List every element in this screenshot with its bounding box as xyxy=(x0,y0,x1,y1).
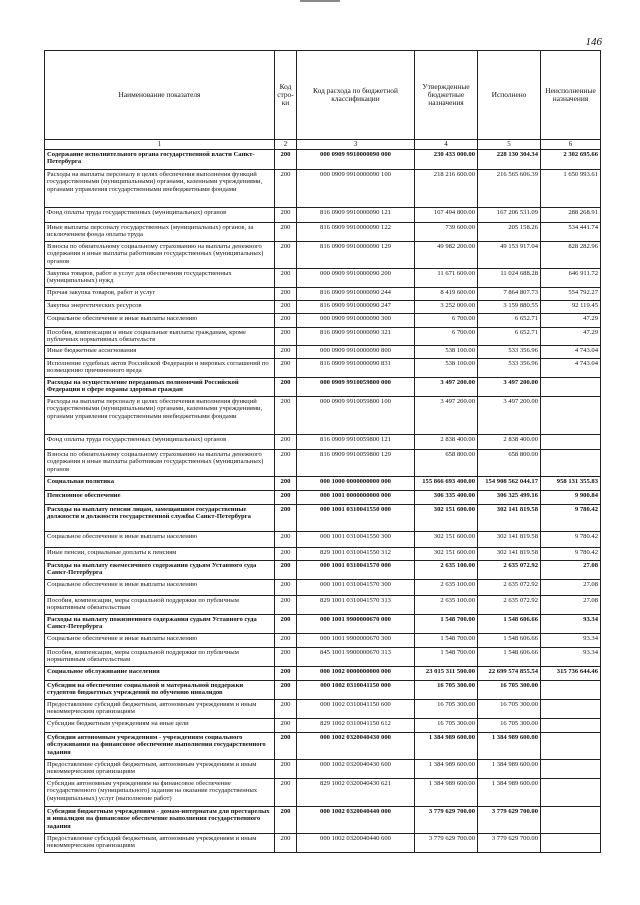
row-code-cell: 200 xyxy=(275,208,297,223)
budget-code-cell: 845 1001 9900000670 313 xyxy=(297,648,415,667)
budget-execution-table xyxy=(44,50,601,853)
unexecuted-amount-cell: 27.08 xyxy=(541,580,601,596)
budget-code-cell: 000 1001 0310041570 000 xyxy=(297,561,415,580)
table-row xyxy=(45,288,601,301)
executed-amount-cell: 16 705 300.00 xyxy=(478,719,541,733)
row-code-cell: 200 xyxy=(275,346,297,359)
table-row xyxy=(45,450,601,477)
budget-code-cell: 000 0909 9910000090 200 xyxy=(297,269,415,288)
budget-code-cell: 816 0909 9910000090 831 xyxy=(297,359,415,378)
executed-amount-cell: 658 800.00 xyxy=(478,450,541,477)
budget-code-cell: 829 1002 0320040430 621 xyxy=(297,779,415,807)
budget-code-cell: 000 1001 0000000000 000 xyxy=(297,491,415,505)
executed-amount-cell: 302 141 819.58 xyxy=(478,548,541,561)
approved-amount-cell: 538 100.00 xyxy=(415,359,478,378)
row-code-cell: 200 xyxy=(275,150,297,170)
row-code-cell: 200 xyxy=(275,378,297,397)
unexecuted-amount-cell: 27.08 xyxy=(541,561,601,580)
executed-amount-cell: 49 153 917.04 xyxy=(478,242,541,269)
executed-amount-cell: 2 635 072.92 xyxy=(478,561,541,580)
table-row xyxy=(45,170,601,208)
unexecuted-amount-cell: 646 911.72 xyxy=(541,269,601,288)
indicator-name-cell: Предоставление субсидий бюджетным, автономным учреждениям и иным некоммерческим организациям xyxy=(45,700,275,719)
table-row xyxy=(45,328,601,346)
approved-amount-cell: 3 497 200.00 xyxy=(415,397,478,435)
header-unexecuted: Неисполненные назначения xyxy=(541,51,601,140)
table-row xyxy=(45,435,601,450)
approved-amount-cell: 739 600.00 xyxy=(415,223,478,242)
unexecuted-amount-cell: 315 736 644.46 xyxy=(541,667,601,681)
indicator-name-cell: Социальное обеспечение и иные выплаты населению xyxy=(45,634,275,648)
row-code-cell: 200 xyxy=(275,807,297,834)
indicator-name-cell: Субсидии бюджетным учреждениям - домам-интернатам для престарелых и инвалидов на финансовое обеспечение выполнения государственного задания xyxy=(45,807,275,834)
approved-amount-cell: 23 015 311 500.00 xyxy=(415,667,478,681)
budget-code-cell: 000 0909 9910000090 300 xyxy=(297,314,415,328)
table-row xyxy=(45,779,601,807)
table-row xyxy=(45,150,601,170)
approved-amount-cell: 6 700.00 xyxy=(415,328,478,346)
executed-amount-cell: 11 024 688.28 xyxy=(478,269,541,288)
table-row xyxy=(45,548,601,561)
row-code-cell: 200 xyxy=(275,397,297,435)
budget-code-cell: 000 1002 0310041150 600 xyxy=(297,700,415,719)
budget-code-cell: 816 0909 9910000090 321 xyxy=(297,328,415,346)
approved-amount-cell: 538 100.00 xyxy=(415,346,478,359)
table-row xyxy=(45,378,601,397)
indicator-name-cell: Взносы по обязательному социальному страхованию на выплаты денежного содержания и иные выплаты работникам государственных (муниципальных) органов xyxy=(45,242,275,269)
executed-amount-cell: 228 130 304.34 xyxy=(478,150,541,170)
table-row xyxy=(45,615,601,634)
approved-amount-cell: 3 779 629 700.00 xyxy=(415,807,478,834)
approved-amount-cell: 306 335 400.00 xyxy=(415,491,478,505)
table-row xyxy=(45,700,601,719)
approved-amount-cell: 167 494 800.00 xyxy=(415,208,478,223)
row-code-cell: 200 xyxy=(275,491,297,505)
indicator-name-cell: Субсидии бюджетным учреждениям на иные цели xyxy=(45,719,275,733)
budget-code-cell: 000 1000 0000000000 000 xyxy=(297,477,415,491)
table-row xyxy=(45,359,601,378)
unexecuted-amount-cell xyxy=(541,834,601,853)
indicator-name-cell: Социальное обеспечение и иные выплаты населению xyxy=(45,532,275,548)
indicator-name-cell: Предоставление субсидий бюджетным, автономным учреждениям и иным некоммерческим организациям xyxy=(45,760,275,779)
approved-amount-cell: 16 705 300.00 xyxy=(415,700,478,719)
unexecuted-amount-cell: 828 282.96 xyxy=(541,242,601,269)
row-code-cell: 200 xyxy=(275,719,297,733)
indicator-name-cell: Содержание исполнительного органа государственной власти Санкт-Петербурга xyxy=(45,150,275,170)
indicator-name-cell: Расходы на выплату пенсии лицам, замещавшим государственные должности и должности государственной службы Санкт-Петербурга xyxy=(45,505,275,532)
approved-amount-cell: 1 548 700.00 xyxy=(415,648,478,667)
approved-amount-cell: 2 635 100.00 xyxy=(415,580,478,596)
approved-amount-cell: 1 384 989 600.00 xyxy=(415,760,478,779)
indicator-name-cell: Расходы на осуществление переданных полномочий Российской Федерации в сфере охраны здоровья граждан xyxy=(45,378,275,397)
table-row xyxy=(45,532,601,548)
row-code-cell: 200 xyxy=(275,505,297,532)
approved-amount-cell: 302 151 600.00 xyxy=(415,532,478,548)
row-code-cell: 200 xyxy=(275,596,297,615)
budget-code-cell: 000 1002 0320040430 000 xyxy=(297,733,415,760)
approved-amount-cell: 16 705 300.00 xyxy=(415,719,478,733)
executed-amount-cell: 1 548 606.66 xyxy=(478,648,541,667)
row-code-cell: 200 xyxy=(275,532,297,548)
approved-amount-cell: 302 151 600.00 xyxy=(415,548,478,561)
row-code-cell: 200 xyxy=(275,548,297,561)
indicator-name-cell: Социальное обеспечение и иные выплаты населению xyxy=(45,580,275,596)
table-row xyxy=(45,719,601,733)
approved-amount-cell: 11 671 600.00 xyxy=(415,269,478,288)
table-row xyxy=(45,834,601,853)
budget-code-cell: 829 1001 0310041550 312 xyxy=(297,548,415,561)
unexecuted-amount-cell: 93.34 xyxy=(541,634,601,648)
budget-code-cell: 816 0909 9910000090 121 xyxy=(297,208,415,223)
row-code-cell: 200 xyxy=(275,561,297,580)
executed-amount-cell: 167 206 531.09 xyxy=(478,208,541,223)
budget-code-cell: 000 0909 9910059800 100 xyxy=(297,397,415,435)
budget-code-cell: 816 0909 9910000090 247 xyxy=(297,301,415,314)
column-number: 4 xyxy=(415,140,478,150)
table-row xyxy=(45,634,601,648)
row-code-cell: 200 xyxy=(275,242,297,269)
page-number: 146 xyxy=(585,36,602,48)
executed-amount-cell: 16 705 300.00 xyxy=(478,681,541,700)
unexecuted-amount-cell xyxy=(541,435,601,450)
unexecuted-amount-cell xyxy=(541,807,601,834)
row-code-cell: 200 xyxy=(275,269,297,288)
column-number: 6 xyxy=(541,140,601,150)
executed-amount-cell: 6 652.71 xyxy=(478,328,541,346)
indicator-name-cell: Иные пенсии, социальные доплаты к пенсиям xyxy=(45,548,275,561)
column-number: 5 xyxy=(478,140,541,150)
indicator-name-cell: Пособия, компенсации, меры социальной поддержки по публичным нормативным обязательствам xyxy=(45,648,275,667)
unexecuted-amount-cell xyxy=(541,450,601,477)
unexecuted-amount-cell: 47.29 xyxy=(541,328,601,346)
unexecuted-amount-cell xyxy=(541,733,601,760)
header-executed: Исполнено xyxy=(478,51,541,140)
indicator-name-cell: Предоставление субсидий бюджетным, автономным учреждениям и иным некоммерческим организациям xyxy=(45,834,275,853)
table-row xyxy=(45,667,601,681)
unexecuted-amount-cell xyxy=(541,397,601,435)
executed-amount-cell: 3 159 880.55 xyxy=(478,301,541,314)
budget-code-cell: 816 0909 9910059800 121 xyxy=(297,435,415,450)
header-budget-code: Код расхода по бюджетной классификации xyxy=(297,51,415,140)
row-code-cell: 200 xyxy=(275,328,297,346)
approved-amount-cell: 6 700.00 xyxy=(415,314,478,328)
table-row xyxy=(45,397,601,435)
executed-amount-cell: 2 635 072.92 xyxy=(478,596,541,615)
executed-amount-cell: 3 779 629 700.00 xyxy=(478,807,541,834)
executed-amount-cell: 6 652.71 xyxy=(478,314,541,328)
row-code-cell: 200 xyxy=(275,435,297,450)
unexecuted-amount-cell: 93.34 xyxy=(541,648,601,667)
table-row xyxy=(45,477,601,491)
row-code-cell: 200 xyxy=(275,170,297,208)
table-header-row xyxy=(45,51,601,140)
budget-code-cell: 816 0909 9910000090 122 xyxy=(297,223,415,242)
row-code-cell: 200 xyxy=(275,580,297,596)
unexecuted-amount-cell xyxy=(541,700,601,719)
unexecuted-amount-cell: 958 131 355.83 xyxy=(541,477,601,491)
column-number: 3 xyxy=(297,140,415,150)
header-indicator-name: Наименование показателя xyxy=(45,51,275,140)
indicator-name-cell: Фонд оплаты труда государственных (муниципальных) органов xyxy=(45,208,275,223)
executed-amount-cell: 1 548 606.66 xyxy=(478,615,541,634)
row-code-cell: 200 xyxy=(275,450,297,477)
unexecuted-amount-cell: 9 780.42 xyxy=(541,505,601,532)
executed-amount-cell: 302 141 819.58 xyxy=(478,505,541,532)
table-row xyxy=(45,561,601,580)
approved-amount-cell: 218 216 600.00 xyxy=(415,170,478,208)
executed-amount-cell: 2 838 400.00 xyxy=(478,435,541,450)
row-code-cell: 200 xyxy=(275,648,297,667)
executed-amount-cell: 154 908 562 044.17 xyxy=(478,477,541,491)
approved-amount-cell: 16 705 300.00 xyxy=(415,681,478,700)
indicator-name-cell: Социальное обслуживание населения xyxy=(45,667,275,681)
table-row xyxy=(45,760,601,779)
unexecuted-amount-cell: 93.34 xyxy=(541,615,601,634)
table-row xyxy=(45,242,601,269)
unexecuted-amount-cell: 534 441.74 xyxy=(541,223,601,242)
approved-amount-cell: 2 635 100.00 xyxy=(415,596,478,615)
column-number-row xyxy=(45,140,601,150)
executed-amount-cell: 22 699 574 855.54 xyxy=(478,667,541,681)
executed-amount-cell: 533 356.96 xyxy=(478,346,541,359)
indicator-name-cell: Иные выплаты персоналу государственных (муниципальных) органов, за исключением фонда оплаты труда xyxy=(45,223,275,242)
budget-code-cell: 000 1001 0310041570 300 xyxy=(297,580,415,596)
unexecuted-amount-cell xyxy=(541,779,601,807)
approved-amount-cell: 1 384 989 600.00 xyxy=(415,779,478,807)
executed-amount-cell: 1 384 989 600.00 xyxy=(478,733,541,760)
executed-amount-cell: 16 705 300.00 xyxy=(478,700,541,719)
approved-amount-cell: 2 838 400.00 xyxy=(415,435,478,450)
approved-amount-cell: 2 635 100.00 xyxy=(415,561,478,580)
row-code-cell: 200 xyxy=(275,700,297,719)
row-code-cell: 200 xyxy=(275,634,297,648)
row-code-cell: 200 xyxy=(275,733,297,760)
table-row xyxy=(45,580,601,596)
unexecuted-amount-cell: 9 780.42 xyxy=(541,548,601,561)
executed-amount-cell: 533 356.96 xyxy=(478,359,541,378)
row-code-cell: 200 xyxy=(275,223,297,242)
unexecuted-amount-cell xyxy=(541,681,601,700)
table-row xyxy=(45,648,601,667)
executed-amount-cell: 216 565 606.39 xyxy=(478,170,541,208)
budget-code-cell: 816 0909 9910000090 244 xyxy=(297,288,415,301)
budget-code-cell: 000 0909 9910000090 800 xyxy=(297,346,415,359)
approved-amount-cell: 49 982 200.00 xyxy=(415,242,478,269)
table-row xyxy=(45,346,601,359)
row-code-cell: 200 xyxy=(275,288,297,301)
approved-amount-cell: 155 866 693 400.00 xyxy=(415,477,478,491)
budget-code-cell: 829 1002 0310041150 612 xyxy=(297,719,415,733)
budget-code-cell: 000 1002 0310041150 000 xyxy=(297,681,415,700)
indicator-name-cell: Закупка товаров, работ и услуг для обеспечения государственных (муниципальных) нужд xyxy=(45,269,275,288)
indicator-name-cell: Иные бюджетные ассигнования xyxy=(45,346,275,359)
budget-code-cell: 000 1002 0320040440 600 xyxy=(297,834,415,853)
budget-code-cell: 000 0909 9910000090 000 xyxy=(297,150,415,170)
row-code-cell: 200 xyxy=(275,681,297,700)
budget-code-cell: 000 1002 0320040440 000 xyxy=(297,807,415,834)
unexecuted-amount-cell: 2 302 695.66 xyxy=(541,150,601,170)
executed-amount-cell: 3 497 200.00 xyxy=(478,378,541,397)
row-code-cell: 200 xyxy=(275,301,297,314)
indicator-name-cell: Субсидии автономным учреждениям на финансовое обеспечение государственного (муниципального) задания на оказание государственных (муниципальных) услуг (выполнение работ) xyxy=(45,779,275,807)
table-row xyxy=(45,733,601,760)
row-code-cell: 200 xyxy=(275,760,297,779)
header-row-code: Код стро- ки xyxy=(275,51,297,140)
indicator-name-cell: Пособия, компенсации, меры социальной поддержки по публичным нормативным обязательствам xyxy=(45,596,275,615)
indicator-name-cell: Социальное обеспечение и иные выплаты населению xyxy=(45,314,275,328)
header-approved: Утвержденные бюджетные назначения xyxy=(415,51,478,140)
unexecuted-amount-cell xyxy=(541,378,601,397)
executed-amount-cell: 302 141 819.58 xyxy=(478,532,541,548)
indicator-name-cell: Прочая закупка товаров, работ и услуг xyxy=(45,288,275,301)
unexecuted-amount-cell: 1 650 993.61 xyxy=(541,170,601,208)
table-row xyxy=(45,314,601,328)
approved-amount-cell: 658 800.00 xyxy=(415,450,478,477)
table-row xyxy=(45,223,601,242)
column-number: 1 xyxy=(45,140,275,150)
row-code-cell: 200 xyxy=(275,477,297,491)
budget-code-cell: 829 1001 0310041570 313 xyxy=(297,596,415,615)
table-row xyxy=(45,681,601,700)
row-code-cell: 200 xyxy=(275,834,297,853)
indicator-name-cell: Взносы по обязательному социальному страхованию на выплаты денежного содержания и иные выплаты работникам государственных (муниципальных) органов xyxy=(45,450,275,477)
approved-amount-cell: 8 419 600.00 xyxy=(415,288,478,301)
approved-amount-cell: 302 151 600.00 xyxy=(415,505,478,532)
row-code-cell: 200 xyxy=(275,779,297,807)
indicator-name-cell: Социальная политика xyxy=(45,477,275,491)
unexecuted-amount-cell: 4 743.04 xyxy=(541,346,601,359)
indicator-name-cell: Фонд оплаты труда государственных (муниципальных) органов xyxy=(45,435,275,450)
unexecuted-amount-cell: 47.29 xyxy=(541,314,601,328)
approved-amount-cell: 3 252 000.00 xyxy=(415,301,478,314)
indicator-name-cell: Пособия, компенсации и иные социальные выплаты гражданам, кроме публичных нормативных обязательств xyxy=(45,328,275,346)
unexecuted-amount-cell xyxy=(541,760,601,779)
unexecuted-amount-cell: 92 119.45 xyxy=(541,301,601,314)
executed-amount-cell: 306 325 499.16 xyxy=(478,491,541,505)
executed-amount-cell: 3 779 629 700.00 xyxy=(478,834,541,853)
budget-code-cell: 000 0909 9910000090 100 xyxy=(297,170,415,208)
budget-code-cell: 000 1001 9900000670 000 xyxy=(297,615,415,634)
executed-amount-cell: 205 158.26 xyxy=(478,223,541,242)
indicator-name-cell: Расходы на выплату ежемесячного содержания судьям Уставного суда Санкт-Петербурга xyxy=(45,561,275,580)
indicator-name-cell: Субсидии автономным учреждениям - учреждениям социального обслуживания на финансовое обеспечение выполнения государственного задания xyxy=(45,733,275,760)
unexecuted-amount-cell xyxy=(541,719,601,733)
unexecuted-amount-cell: 4 743.04 xyxy=(541,359,601,378)
executed-amount-cell: 1 548 606.66 xyxy=(478,634,541,648)
budget-code-cell: 000 1001 0310041550 300 xyxy=(297,532,415,548)
executed-amount-cell: 1 384 989 600.00 xyxy=(478,760,541,779)
budget-code-cell: 000 1001 9900000670 300 xyxy=(297,634,415,648)
table-row xyxy=(45,269,601,288)
scan-top-mark xyxy=(300,0,340,2)
budget-code-cell: 816 0909 9910059800 129 xyxy=(297,450,415,477)
approved-amount-cell: 3 497 200.00 xyxy=(415,378,478,397)
indicator-name-cell: Исполнение судебных актов Российской Федерации и мировых соглашений по возмещению причиненного вреда xyxy=(45,359,275,378)
table-row xyxy=(45,505,601,532)
budget-code-cell: 816 0909 9910000090 129 xyxy=(297,242,415,269)
column-number: 2 xyxy=(275,140,297,150)
executed-amount-cell: 1 384 989 600.00 xyxy=(478,779,541,807)
indicator-name-cell: Расходы на выплаты персоналу в целях обеспечения выполнения функций государственными (муниципальными) органами, казенными учреждениями, органами управления государственными внебюджетными фондами xyxy=(45,170,275,208)
executed-amount-cell: 7 864 807.73 xyxy=(478,288,541,301)
unexecuted-amount-cell: 9 780.42 xyxy=(541,532,601,548)
executed-amount-cell: 3 497 200.00 xyxy=(478,397,541,435)
indicator-name-cell: Пенсионное обеспечение xyxy=(45,491,275,505)
budget-code-cell: 000 1002 0000000000 000 xyxy=(297,667,415,681)
unexecuted-amount-cell: 554 792.27 xyxy=(541,288,601,301)
table-row xyxy=(45,208,601,223)
executed-amount-cell: 2 635 072.92 xyxy=(478,580,541,596)
table-row xyxy=(45,596,601,615)
row-code-cell: 200 xyxy=(275,359,297,378)
approved-amount-cell: 230 433 000.00 xyxy=(415,150,478,170)
indicator-name-cell: Субсидии на обеспечение социальной и материальной поддержки студентов бюджетных учреждений по обучению инвалидов xyxy=(45,681,275,700)
unexecuted-amount-cell: 288 268.91 xyxy=(541,208,601,223)
indicator-name-cell: Расходы на выплаты персоналу в целях обеспечения выполнения функций государственными (муниципальными) органами, казенными учреждениями, органами управления государственными внебюджетными фондами xyxy=(45,397,275,435)
budget-code-cell: 000 0909 9910059800 000 xyxy=(297,378,415,397)
table-row xyxy=(45,491,601,505)
approved-amount-cell: 1 548 700.00 xyxy=(415,615,478,634)
indicator-name-cell: Закупка энергетических ресурсов xyxy=(45,301,275,314)
indicator-name-cell: Расходы на выплату пожизненного содержания судьям Уставного суда Санкт-Петербурга xyxy=(45,615,275,634)
table-row xyxy=(45,301,601,314)
unexecuted-amount-cell: 27.08 xyxy=(541,596,601,615)
table-row xyxy=(45,807,601,834)
approved-amount-cell: 3 779 629 700.00 xyxy=(415,834,478,853)
unexecuted-amount-cell: 9 900.84 xyxy=(541,491,601,505)
row-code-cell: 200 xyxy=(275,667,297,681)
approved-amount-cell: 1 548 700.00 xyxy=(415,634,478,648)
budget-code-cell: 000 1001 0310041550 000 xyxy=(297,505,415,532)
row-code-cell: 200 xyxy=(275,314,297,328)
row-code-cell: 200 xyxy=(275,615,297,634)
approved-amount-cell: 1 384 989 600.00 xyxy=(415,733,478,760)
budget-code-cell: 000 1002 0320040430 600 xyxy=(297,760,415,779)
